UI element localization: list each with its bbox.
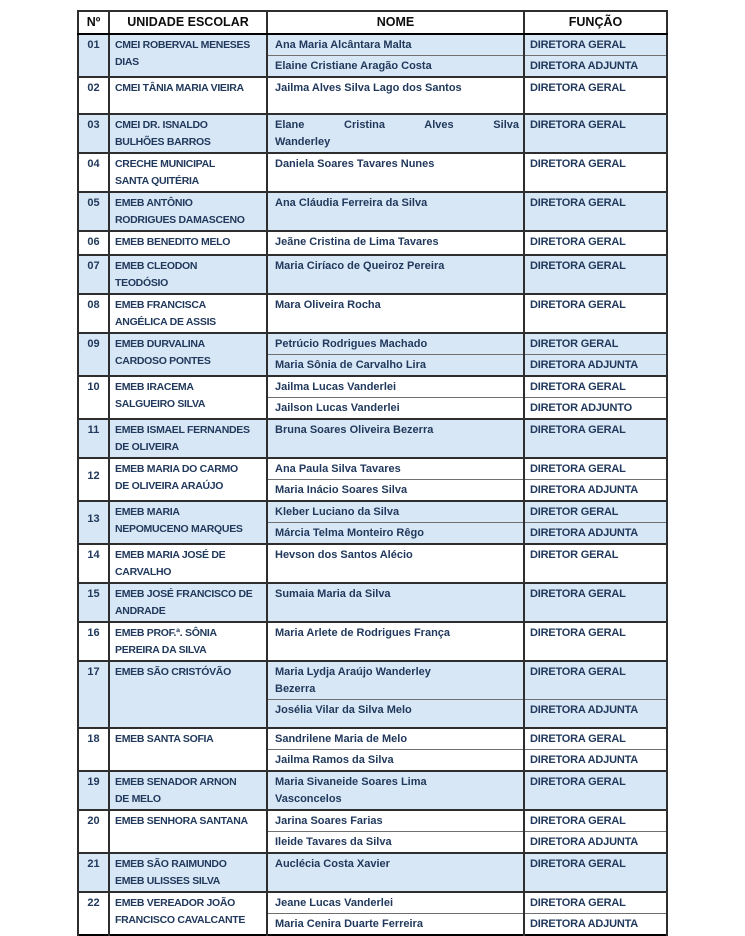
school-name-line: EMEB SÃO CRISTÓVÃO	[115, 666, 231, 678]
person-name-line: Vasconcelos	[275, 792, 342, 805]
person-name-line: Hevson dos Santos Alécio	[275, 549, 413, 561]
name-cell	[267, 480, 524, 502]
school-cell	[109, 77, 267, 114]
person-name-line: Sumaia Maria da Silva	[275, 588, 391, 600]
name-cell	[267, 77, 524, 114]
row-number-cell: 11	[78, 419, 109, 458]
row-number-cell: 21	[78, 853, 109, 892]
name-cell	[267, 771, 524, 810]
school-name-line: EMEB SENHORA SANTANA	[115, 814, 248, 827]
table-row	[78, 192, 667, 231]
role-cell: DIRETORA GERAL	[524, 114, 667, 153]
name-cell	[267, 622, 524, 661]
role-cell: DIRETORA ADJUNTA	[524, 913, 667, 935]
role-cell: DIRETORA ADJUNTA	[524, 355, 667, 377]
person-name-line: Jailma Lucas Vanderlei	[275, 381, 397, 393]
person-name-line: Sandrilene Maria de Melo	[275, 732, 408, 745]
person-name-line: Elane Cristina Alves Silva	[275, 119, 519, 131]
school-name-line: EMEB ISMAEL FERNANDES	[115, 424, 250, 436]
person-name-line: Maria Sônia de Carvalho Lira	[275, 359, 426, 371]
column-header-role: FUNÇÃO	[524, 11, 667, 34]
row-number-cell: 12	[78, 458, 109, 501]
person-name-line: Maria Cenira Duarte Ferreira	[275, 917, 423, 930]
name-cell	[267, 583, 524, 622]
school-name-line: ANGÉLICA DE ASSIS	[115, 316, 216, 328]
role-cell: DIRETORA GERAL	[524, 255, 667, 294]
row-number-cell: 19	[78, 771, 109, 810]
school-name-line: SANTA QUITÉRIA	[115, 175, 199, 187]
person-name-line: Bezerra	[275, 683, 316, 695]
school-cell	[109, 622, 267, 661]
table-row	[78, 419, 667, 458]
name-cell	[267, 192, 524, 231]
school-cell	[109, 892, 267, 935]
role-cell: DIRETORA GERAL	[524, 771, 667, 810]
row-number-cell: 16	[78, 622, 109, 661]
school-name-line: CARDOSO PONTES	[115, 355, 211, 367]
name-cell	[267, 700, 524, 728]
role-cell: DIRETORA GERAL	[524, 728, 667, 750]
role-cell: DIRETORA GERAL	[524, 77, 667, 114]
row-number-cell: 06	[78, 231, 109, 255]
person-name-line: Auclécia Costa Xavier	[275, 857, 390, 870]
row-number-cell: 20	[78, 810, 109, 853]
school-name-line: DE MELO	[115, 792, 161, 805]
role-cell: DIRETORA ADJUNTA	[524, 480, 667, 502]
person-name-line: Josélia Vilar da Silva Melo	[275, 704, 412, 716]
school-cell	[109, 376, 267, 419]
table-row	[78, 294, 667, 333]
school-name-line: FRANCISCO CAVALCANTE	[115, 913, 246, 926]
table-row	[78, 153, 667, 192]
table-row	[78, 231, 667, 255]
name-cell	[267, 913, 524, 935]
person-name-line: Maria Lydja Araújo Wanderley	[275, 666, 431, 678]
school-cell	[109, 114, 267, 153]
row-number-cell: 02	[78, 77, 109, 114]
school-name-line: EMEB SENADOR ARNON	[115, 775, 237, 788]
school-cell	[109, 34, 267, 77]
school-name-line: EMEB DURVALINA	[115, 338, 205, 350]
table-row	[78, 853, 667, 892]
table-row	[78, 34, 667, 56]
role-cell: DIRETORA GERAL	[524, 622, 667, 661]
person-name-line: Mara Oliveira Rocha	[275, 299, 381, 311]
school-name-line: EMEB ULISSES SILVA	[115, 874, 221, 887]
school-name-line: EMEB SANTA SOFIA	[115, 732, 214, 745]
school-cell	[109, 771, 267, 810]
school-cell	[109, 458, 267, 501]
role-cell: DIRETORA ADJUNTA	[524, 56, 667, 78]
school-name-line: EMEB JOSÉ FRANCISCO DE	[115, 588, 253, 600]
name-cell	[267, 749, 524, 771]
row-number-cell: 01	[78, 34, 109, 77]
name-cell	[267, 661, 524, 700]
role-cell: DIRETORA ADJUNTA	[524, 749, 667, 771]
person-name-line: Maria Sivaneide Soares Lima	[275, 775, 427, 788]
school-name-line: DE OLIVEIRA ARAÚJO	[115, 480, 224, 492]
school-cell	[109, 419, 267, 458]
school-cell	[109, 810, 267, 853]
person-name-line: Kleber Luciano da Silva	[275, 506, 400, 518]
name-cell	[267, 231, 524, 255]
school-name-line: EMEB PROF.ª. SÔNIA	[115, 627, 217, 639]
school-cell	[109, 294, 267, 333]
table-body	[78, 34, 667, 935]
role-cell: DIRETORA GERAL	[524, 810, 667, 832]
table-row	[78, 583, 667, 622]
person-name-line: Daniela Soares Tavares Nunes	[275, 158, 435, 170]
person-name-line: Maria Arlete de Rodrigues França	[275, 627, 451, 639]
school-name-line: EMEB MARIA DO CARMO	[115, 463, 238, 475]
role-cell: DIRETORA GERAL	[524, 192, 667, 231]
row-number-cell: 08	[78, 294, 109, 333]
person-name-line: Bruna Soares Oliveira Bezerra	[275, 424, 434, 436]
name-cell	[267, 333, 524, 355]
name-cell	[267, 544, 524, 583]
person-name-line: Márcia Telma Monteiro Rêgo	[275, 527, 424, 539]
school-name-line: EMEB IRACEMA	[115, 381, 194, 393]
name-cell	[267, 255, 524, 294]
role-cell: DIRETORA GERAL	[524, 231, 667, 255]
role-cell: DIRETORA GERAL	[524, 376, 667, 398]
school-cell	[109, 583, 267, 622]
role-cell: DIRETORA GERAL	[524, 458, 667, 480]
table-row	[78, 458, 667, 480]
row-number-cell: 05	[78, 192, 109, 231]
table-row	[78, 501, 667, 523]
role-cell: DIRETOR GERAL	[524, 501, 667, 523]
school-name-line: CMEI ROBERVAL MENESES	[115, 39, 250, 51]
school-name-line: CMEI TÂNIA MARIA VIEIRA	[115, 82, 244, 94]
role-cell: DIRETORA GERAL	[524, 892, 667, 914]
table-row	[78, 544, 667, 583]
school-name-line: EMEB BENEDITO MELO	[115, 236, 231, 248]
person-name-line: Maria Ciríaco de Queiroz Pereira	[275, 260, 445, 272]
role-cell: DIRETOR GERAL	[524, 333, 667, 355]
directors-table	[77, 10, 668, 936]
column-header-school: UNIDADE ESCOLAR	[109, 11, 267, 34]
name-cell	[267, 34, 524, 56]
row-number-cell: 13	[78, 501, 109, 544]
name-cell	[267, 153, 524, 192]
table-row	[78, 376, 667, 398]
school-name-line: EMEB CLEODON	[115, 260, 198, 272]
role-cell: DIRETORA ADJUNTA	[524, 700, 667, 728]
row-number-cell: 03	[78, 114, 109, 153]
table-row	[78, 622, 667, 661]
school-name-line: CARVALHO	[115, 566, 172, 578]
row-number-cell: 15	[78, 583, 109, 622]
school-name-line: EMEB MARIA	[115, 506, 180, 518]
person-name-line: Ileide Tavares da Silva	[275, 835, 392, 848]
name-cell	[267, 419, 524, 458]
name-cell	[267, 892, 524, 914]
school-name-line: EMEB MARIA JOSÉ DE	[115, 549, 226, 561]
row-number-cell: 22	[78, 892, 109, 935]
row-number-cell: 14	[78, 544, 109, 583]
table-row	[78, 255, 667, 294]
table-row	[78, 661, 667, 700]
role-cell: DIRETORA ADJUNTA	[524, 523, 667, 545]
role-cell: DIRETORA GERAL	[524, 661, 667, 700]
person-name-line: Petrúcio Rodrigues Machado	[275, 338, 428, 350]
name-cell	[267, 853, 524, 892]
name-cell	[267, 294, 524, 333]
name-cell	[267, 114, 524, 153]
name-cell	[267, 458, 524, 480]
role-cell: DIRETORA GERAL	[524, 853, 667, 892]
person-name-line: Jailma Alves Silva Lago dos Santos	[275, 82, 462, 94]
school-name-line: ANDRADE	[115, 605, 166, 617]
name-cell	[267, 376, 524, 398]
role-cell: DIRETORA GERAL	[524, 294, 667, 333]
name-cell	[267, 56, 524, 78]
person-name-line: Elaine Cristiane Aragão Costa	[275, 60, 432, 72]
person-name-line: Jarina Soares Farias	[275, 814, 383, 827]
row-number-cell: 18	[78, 728, 109, 771]
school-name-line: CMEI DR. ISNALDO	[115, 119, 208, 131]
school-name-line: EMEB FRANCISCA	[115, 299, 206, 311]
name-cell	[267, 501, 524, 523]
column-header-name: NOME	[267, 11, 524, 34]
role-cell: DIRETORA GERAL	[524, 583, 667, 622]
name-cell	[267, 728, 524, 750]
person-name-line: Jailson Lucas Vanderlei	[275, 402, 400, 414]
school-name-line: EMEB ANTÔNIO	[115, 197, 193, 209]
role-cell: DIRETORA GERAL	[524, 419, 667, 458]
table-row	[78, 892, 667, 914]
table-row	[78, 77, 667, 114]
row-number-cell: 09	[78, 333, 109, 376]
table-header-row	[78, 11, 667, 34]
school-name-line: RODRIGUES DAMASCENO	[115, 214, 245, 226]
school-cell	[109, 255, 267, 294]
table-row	[78, 728, 667, 750]
person-name-line: Jeane Lucas Vanderlei	[275, 896, 394, 909]
row-number-cell: 04	[78, 153, 109, 192]
school-cell	[109, 544, 267, 583]
school-name-line: TEODÓSIO	[115, 277, 169, 289]
school-cell	[109, 333, 267, 376]
school-cell	[109, 853, 267, 892]
name-cell	[267, 355, 524, 377]
school-name-line: EMEB SÃO RAIMUNDO	[115, 857, 227, 870]
role-cell: DIRETORA GERAL	[524, 153, 667, 192]
person-name-line: Maria Inácio Soares Silva	[275, 484, 408, 496]
person-name-line: Ana Maria Alcântara Malta	[275, 39, 412, 51]
school-name-line: CRECHE MUNICIPAL	[115, 158, 216, 170]
name-cell	[267, 810, 524, 832]
column-header-number: Nº	[78, 11, 109, 34]
row-number-cell: 10	[78, 376, 109, 419]
table-row	[78, 771, 667, 810]
school-name-line: BULHÕES BARROS	[115, 136, 211, 148]
person-name-line: Ana Paula Silva Tavares	[275, 463, 401, 475]
name-cell	[267, 523, 524, 545]
name-cell	[267, 831, 524, 853]
school-cell	[109, 661, 267, 728]
school-name-line: DE OLIVEIRA	[115, 441, 179, 453]
school-cell	[109, 153, 267, 192]
table-row	[78, 810, 667, 832]
person-name-line: Ana Cláudia Ferreira da Silva	[275, 197, 428, 209]
school-name-line: EMEB VEREADOR JOÃO	[115, 896, 236, 909]
school-cell	[109, 501, 267, 544]
school-name-line: NEPOMUCENO MARQUES	[115, 523, 243, 535]
table-row	[78, 333, 667, 355]
school-cell	[109, 728, 267, 771]
role-cell: DIRETORA ADJUNTA	[524, 831, 667, 853]
row-number-cell: 17	[78, 661, 109, 728]
person-name-line: Jeãne Cristina de Lima Tavares	[275, 236, 439, 248]
role-cell: DIRETOR GERAL	[524, 544, 667, 583]
school-cell	[109, 192, 267, 231]
role-cell: DIRETOR ADJUNTO	[524, 398, 667, 420]
school-name-line: PEREIRA DA SILVA	[115, 644, 207, 656]
person-name-line: Jailma Ramos da Silva	[275, 753, 394, 766]
table-row	[78, 114, 667, 153]
role-cell: DIRETORA GERAL	[524, 34, 667, 56]
school-name-line: DIAS	[115, 56, 139, 68]
name-cell	[267, 398, 524, 420]
school-cell	[109, 231, 267, 255]
row-number-cell: 07	[78, 255, 109, 294]
person-name-line: Wanderley	[275, 136, 331, 148]
school-name-line: SALGUEIRO SILVA	[115, 398, 206, 410]
